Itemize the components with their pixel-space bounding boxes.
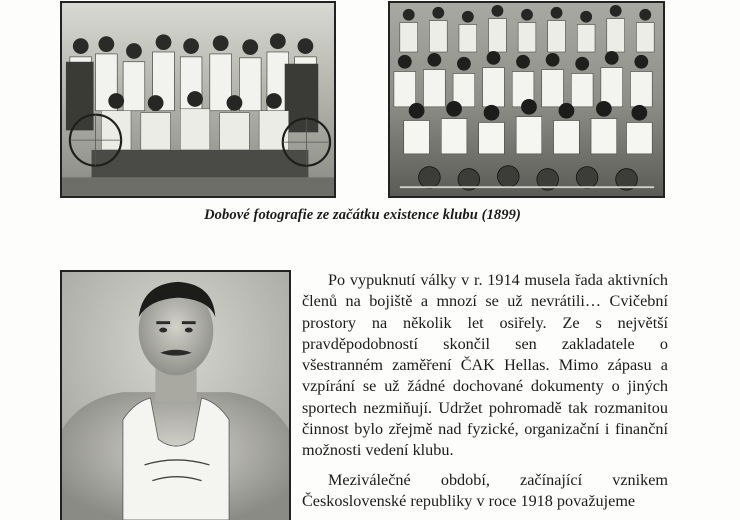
photo-caption: Dobové fotografie ze začátku existence klubu (1899): [204, 207, 521, 223]
portrait-photo-athlete: [60, 270, 291, 520]
paragraph: Po vypuknutí války v r. 1914 musela řada aktivních členů na bojiště a mnozí se už nevrátili… Cvičební prostory na několik let osiřely. Ze s největší pravděpodobností skončil sen zakladatele o všestranném zaměření ČAK Hellas. Mimo zápasu a vzpírání se už žádné dochované dokumenty o jiných sportech nezmiňují. Udržet pohromadě tak rozmanitou činnost bylo zřejmě nad fyzické, organizační i finanční možnosti vedení klubu.: [302, 271, 668, 460]
article-body: [302, 270, 668, 520]
group-photo-bicycles: [60, 1, 336, 198]
group-photo-team: [388, 1, 665, 198]
paragraph: Meziválečné období, začínající vznikem Československé republiky v roce 1918 považujeme: [302, 470, 668, 510]
portrait-photo-athlete-image: [62, 272, 289, 520]
group-photo-team-image: [390, 3, 663, 196]
group-photo-bicycles-image: [62, 3, 334, 196]
